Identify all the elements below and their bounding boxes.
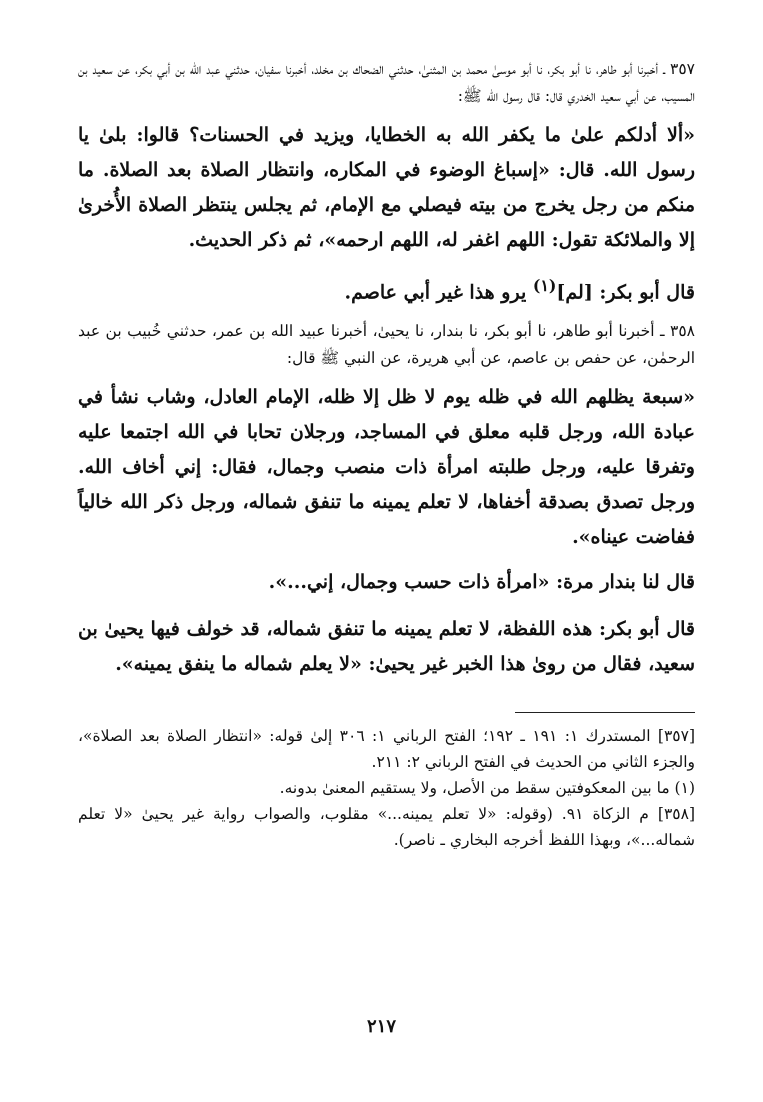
hadith-358-remark-1: قال لنا بندار مرة: «امرأة ذات حسب وجمال، إني...». [268,571,695,594]
hadith-357-text: «ألا أدلكم علىٰ ما يكفر الله به الخطايا، ويزيد في الحسنات؟ قالوا: بلىٰ يا رسول الله. قال: «إسباغ الوضوء في المكاره، وانتظار الصلاة بعد الصلاة. ما منكم من رجل يخرج من بيته فيصلي مع الإمام، ثم يجلس ينتظر الصلاة الأُخرىٰ إلا والملائكة تقول: اللهم اغفر له، اللهم ارحمه»، ثم ذكر الحديث. [78,124,695,251]
page-number: ٢١٧ [366,1016,396,1037]
footnote-358: [٣٥٨] م الزكاة ٩١. (وقوله: «لا تعلم يمينه...» مقلوب، والصواب رواية غير يحيىٰ «لا تعلم شماله...»، وبهذا اللفظ أخرجه البخاري ـ ناصر). [78,805,696,850]
footnote-357: [٣٥٧] المستدرك ١: ١٩١ ـ ١٩٢؛ الفتح الرباني ١: ٣٠٦ إلىٰ قوله: «انتظار الصلاة بعد الصلاة»، والجزء الثاني من الحديث في الفتح الرباني ٢: ٢١١. [78,727,696,772]
hadith-358-text: «سبعة يظلهم الله في ظله يوم لا ظل إلا ظله، الإمام العادل، وشاب نشأ في عبادة الله، ورجل قلبه معلق في المساجد، ورجلان تحابا في الله اجتمعا عليه وتفرقا عليه، ورجل طلبته امرأة ذات منصب وجمال، فقال: إني أخاف الله. ورجل تصدق بصدقة أخفاها، لا تعلم يمينه ما تنفق شماله، ورجل ذكر الله خالياً ففاضت عيناه». [78,386,695,549]
hadith-358-isnad: ٣٥٨ ـ أخبرنا أبو طاهر، نا أبو بكر، نا بندار، نا يحيىٰ، أخبرنا عبيد الله بن عمر، حدثني خُبيب بن عبد الرحمٰن، عن حفص بن عاصم، عن أبي هريرة، عن النبي ﷺ قال: [78,322,695,368]
hadith-358-remark-2: قال أبو بكر: هذه اللفظة، لا تعلم يمينه ما تنفق شماله، قد خولف فيها يحيىٰ بن سعيد، فقال من روىٰ هذا الخبر غير يحيىٰ: «لا يعلم شماله ما ينفق يمينه». [78,618,695,676]
hadith-357-isnad: ٣٥٧ ـ أخبرنا أبو طاهر، نا أبو بكر، نا أبو موسىٰ محمد بن المثنىٰ، حدثني الضحاك بن مخلد، أخبرنا سفيان، حدثني عبد الله بن أبي بكر، عن سعيد بن المسيب، عن أبي سعيد الخدري قال: قال رسول الله ﷺ: [78,60,695,105]
page-body [78,56,695,853]
footnote-separator [515,712,695,713]
footnote-marker: (١) [532,276,557,295]
remark-before: قال أبو بكر: [لم] [556,281,695,304]
hadith-357-remark [78,268,695,310]
remark-after: يرو هذا غير أبي عاصم. [344,281,533,304]
footnote-1: (١) ما بين المعكوفتين سقط من الأصل، ولا يستقيم المعنىٰ بدونه. [279,779,695,798]
